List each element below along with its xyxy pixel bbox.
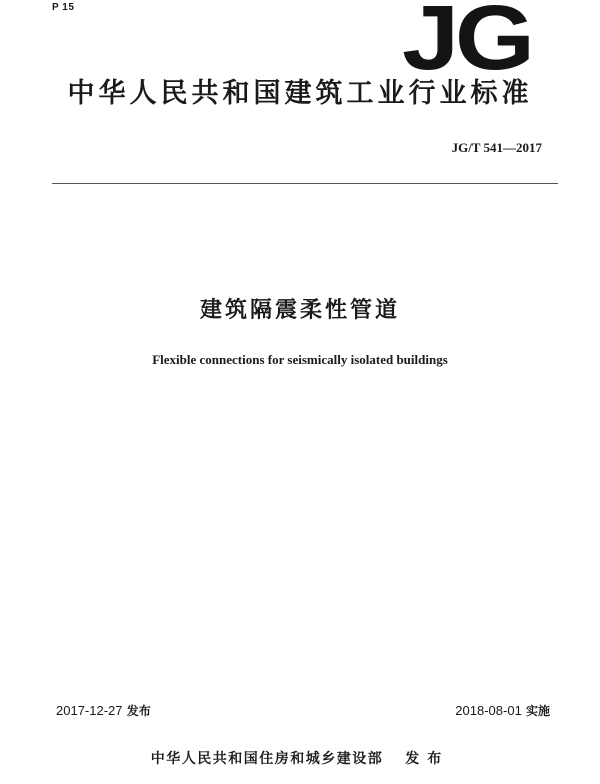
- issue-date-line: [56, 702, 151, 719]
- document-title-english: Flexible connections for seismically isolated buildings: [152, 352, 448, 367]
- effective-date: 2018-08-01: [455, 703, 522, 718]
- issue-label: 发布: [126, 704, 151, 718]
- standard-category-title: 中华人民共和国建筑工业行业标准: [67, 78, 533, 109]
- standard-number: JG/T 541—2017: [451, 140, 542, 155]
- issuer-line: [0, 748, 600, 768]
- issuer-name: 中华人民共和国住房和城乡建设部: [150, 751, 384, 767]
- issue-date: 2017-12-27: [56, 703, 123, 718]
- effective-date-line: [455, 702, 550, 719]
- document-title-chinese: 建筑隔震柔性管道: [199, 298, 400, 323]
- issuer-action: 发布: [405, 751, 450, 767]
- effective-label: 实施: [525, 704, 550, 718]
- divider-line: [52, 183, 558, 184]
- classification-code: P 15: [52, 2, 75, 13]
- jg-logo: JG: [402, 0, 531, 89]
